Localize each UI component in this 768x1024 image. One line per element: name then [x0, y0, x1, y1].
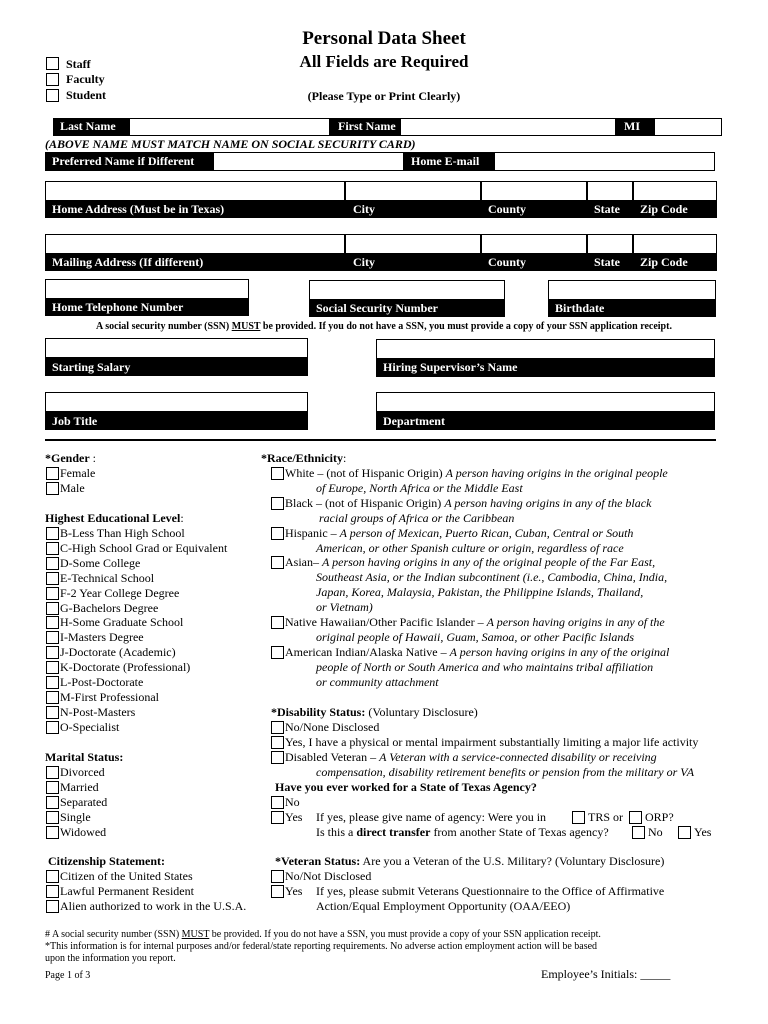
- home-city-input[interactable]: [345, 181, 481, 201]
- education-option-label: D-Some College: [60, 555, 141, 570]
- home-city-label: City: [353, 202, 375, 216]
- disabled-veteran-desc: compensation, disability retirement benefits or pension from the military or VA: [316, 765, 695, 779]
- education-option-label: H-Some Graduate School: [60, 615, 184, 630]
- veteran-no-label: No/Not Disclosed: [285, 869, 372, 883]
- race-hispanic-desc: American, or other Spanish culture or origin, regardless of race: [316, 541, 624, 555]
- race-black-desc: racial groups of Africa or the Caribbean: [319, 511, 515, 525]
- birthdate-input[interactable]: [548, 280, 716, 300]
- education-option-label: O-Specialist: [60, 719, 120, 734]
- race-hawaiian-desc: original people of Hawaii, Guam, Samoa, or other Pacific Islands: [316, 630, 634, 644]
- education-option-checkbox[interactable]: [46, 691, 59, 704]
- gender-male-label: Male: [60, 481, 85, 495]
- disability-yes-label: Yes, I have a physical or mental impairment substantially limiting a major life activity: [285, 735, 699, 749]
- footer-ssn-note: # A social security number (SSN) MUST be provided. If you do not have a SSN, you must provide a copy of your SSN application receipt.: [45, 929, 601, 940]
- preferred-name-input[interactable]: [213, 152, 404, 171]
- home-county-input[interactable]: [481, 181, 587, 201]
- home-email-input[interactable]: [494, 152, 715, 171]
- student-checkbox[interactable]: [46, 89, 59, 102]
- race-black-label: Black – (not of Hispanic Origin) A person having origins in any of the black: [285, 496, 652, 510]
- trs-label: TRS or: [588, 810, 624, 824]
- marital-option-checkbox[interactable]: [46, 766, 59, 779]
- state-agency-question: Have you ever worked for a State of Texas Agency?: [275, 780, 537, 794]
- marital-option-label: Divorced: [60, 765, 105, 779]
- race-asian-label: Asian– A person having origins in any of the original people of the Far East,: [285, 555, 656, 569]
- footer-reporting-note-2: upon the information you report.: [45, 953, 176, 964]
- transfer-yes-label: Yes: [694, 825, 712, 839]
- starting-salary-input[interactable]: [45, 338, 308, 358]
- home-state-input[interactable]: [587, 181, 633, 201]
- race-hawaiian-checkbox[interactable]: [271, 616, 284, 629]
- mailing-address-input[interactable]: [45, 234, 345, 254]
- education-heading: Highest Educational Level:: [45, 511, 184, 525]
- home-zip-input[interactable]: [633, 181, 717, 201]
- mi-input[interactable]: [654, 118, 722, 136]
- birthdate-label: Birthdate: [555, 301, 605, 315]
- citizen-label: Citizen of the United States: [60, 869, 193, 883]
- marital-option-checkbox[interactable]: [46, 796, 59, 809]
- veteran-yes-label: Yes: [285, 884, 303, 898]
- starting-salary-label: Starting Salary: [52, 360, 131, 374]
- education-option-label: F-2 Year College Degree: [60, 585, 180, 600]
- state-agency-detail: If yes, please give name of agency: Were you in: [316, 810, 547, 824]
- state-agency-yes-checkbox[interactable]: [271, 811, 284, 824]
- race-white-label: White – (not of Hispanic Origin) A person having origins in the original people: [285, 466, 668, 480]
- race-american-indian-checkbox[interactable]: [271, 646, 284, 659]
- staff-label: Staff: [66, 57, 91, 71]
- transfer-no-label: No: [648, 825, 663, 839]
- education-option-checkbox[interactable]: [46, 587, 59, 600]
- page-title: Personal Data Sheet: [302, 28, 466, 49]
- state-agency-no-checkbox[interactable]: [271, 796, 284, 809]
- gender-female-label: Female: [60, 466, 96, 480]
- permanent-resident-label: Lawful Permanent Resident: [60, 884, 194, 898]
- job-title-label: Job Title: [52, 414, 98, 428]
- supervisor-label: Hiring Supervisor’s Name: [383, 360, 518, 374]
- first-name-label: First Name: [338, 119, 396, 133]
- race-heading: *Race/Ethnicity:: [261, 451, 347, 465]
- phone-input[interactable]: [45, 279, 249, 299]
- gender-female-checkbox[interactable]: [46, 467, 59, 480]
- race-white-desc: of Europe, North Africa or the Middle East: [316, 481, 523, 495]
- mailing-zip-input[interactable]: [633, 234, 717, 254]
- mailing-county-input[interactable]: [481, 234, 587, 254]
- student-label: Student: [66, 88, 107, 102]
- ssn-requirement-note: A social security number (SSN) MUST be provided. If you do not have a SSN, you must provide a copy of your SSN application receipt.: [96, 321, 672, 332]
- mailing-state-label: State: [594, 255, 620, 269]
- race-hispanic-label: Hispanic – A person of Mexican, Puerto Rican, Cuban, Central or South: [285, 526, 634, 540]
- marital-option-checkbox[interactable]: [46, 781, 59, 794]
- education-option-checkbox[interactable]: [46, 602, 59, 615]
- marital-option-checkbox[interactable]: [46, 811, 59, 824]
- orp-checkbox[interactable]: [629, 811, 642, 824]
- marital-option-label: Single: [60, 810, 91, 824]
- home-address-input[interactable]: [45, 181, 345, 201]
- education-option-checkbox[interactable]: [46, 616, 59, 629]
- mailing-county-label: County: [488, 255, 527, 269]
- citizenship-heading: Citizenship Statement:: [48, 854, 165, 868]
- page-number: Page 1 of 3: [45, 970, 91, 981]
- department-label: Department: [383, 414, 445, 428]
- permanent-resident-checkbox[interactable]: [46, 885, 59, 898]
- mailing-state-input[interactable]: [587, 234, 633, 254]
- page-subtitle: All Fields are Required: [299, 52, 469, 71]
- marital-option-checkbox[interactable]: [46, 826, 59, 839]
- race-asian-checkbox[interactable]: [271, 556, 284, 569]
- orp-label: ORP?: [645, 810, 674, 824]
- name-match-notice: (ABOVE NAME MUST MATCH NAME ON SOCIAL SECURITY CARD): [45, 137, 416, 151]
- education-option-label: N-Post-Masters: [60, 704, 136, 719]
- alien-authorized-label: Alien authorized to work in the U.S.A.: [60, 899, 247, 913]
- race-asian-desc-2: Japan, Korea, Malaysia, Pakistan, the Philippine Islands, Thailand,: [316, 585, 644, 599]
- footer-reporting-note: *This information is for internal purposes and/or federal/state reporting requirements. No adverse action employment action will be based: [45, 941, 598, 952]
- education-option-checkbox[interactable]: [46, 527, 59, 540]
- disability-none-label: No/None Disclosed: [285, 720, 380, 734]
- transfer-yes-checkbox[interactable]: [678, 826, 691, 839]
- mailing-city-label: City: [353, 255, 375, 269]
- education-option-label: E-Technical School: [60, 570, 155, 585]
- education-option-label: B-Less Than High School: [60, 526, 185, 540]
- race-asian-desc-1: Southeast Asia, or the Indian subcontinent (i.e., Cambodia, China, India,: [316, 570, 668, 584]
- race-asian-desc-3: or Vietnam): [316, 600, 373, 614]
- veteran-yes-detail-2: Action/Equal Employment Opportunity (OAA/EEO): [316, 899, 571, 913]
- veteran-heading: *Veteran Status: Are you a Veteran of the U.S. Military? (Voluntary Disclosure): [275, 854, 665, 868]
- education-option-label: I-Masters Degree: [60, 630, 144, 645]
- home-zip-label: Zip Code: [640, 202, 688, 216]
- race-american-indian-desc-1: people of North or South America and who maintains tribal affiliation: [316, 660, 654, 674]
- department-input[interactable]: [376, 392, 715, 412]
- disabled-veteran-label: Disabled Veteran – A Veteran with a service-connected disability or receiving: [285, 750, 657, 764]
- preferred-name-label: Preferred Name if Different: [52, 154, 195, 168]
- trs-checkbox[interactable]: [572, 811, 585, 824]
- state-agency-no-label: No: [285, 795, 300, 809]
- last-name-input[interactable]: [129, 118, 330, 136]
- education-option-label: L-Post-Doctorate: [60, 675, 144, 689]
- last-name-label: Last Name: [60, 119, 116, 133]
- education-option-checkbox[interactable]: [46, 706, 59, 719]
- home-address-label: Home Address (Must be in Texas): [52, 202, 225, 216]
- disability-yes-checkbox[interactable]: [271, 736, 284, 749]
- home-state-label: State: [594, 202, 620, 216]
- supervisor-input[interactable]: [376, 339, 715, 359]
- ssn-input[interactable]: [309, 280, 505, 300]
- race-american-indian-desc-2: or community attachment: [316, 675, 439, 689]
- education-option-checkbox[interactable]: [46, 676, 59, 689]
- race-hispanic-checkbox[interactable]: [271, 527, 284, 540]
- state-agency-yes-label: Yes: [285, 810, 303, 824]
- education-option-label: K-Doctorate (Professional): [60, 660, 191, 675]
- disability-heading: *Disability Status: (Voluntary Disclosure): [271, 705, 478, 719]
- print-instruction: (Please Type or Print Clearly): [307, 89, 461, 103]
- education-option-label: M-First Professional: [60, 689, 159, 704]
- education-option-label: G-Bachelors Degree: [60, 600, 159, 615]
- faculty-label: Faculty: [66, 72, 105, 86]
- home-email-label: Home E-mail: [411, 154, 480, 168]
- gender-male-checkbox[interactable]: [46, 482, 59, 495]
- staff-checkbox[interactable]: [46, 57, 59, 70]
- section-divider: [45, 439, 716, 441]
- mailing-address-label: Mailing Address (If different): [52, 255, 204, 269]
- education-option-checkbox[interactable]: [46, 721, 59, 734]
- race-white-checkbox[interactable]: [271, 467, 284, 480]
- education-option-label: C-High School Grad or Equivalent: [60, 540, 228, 555]
- job-title-input[interactable]: [45, 392, 308, 412]
- race-hawaiian-label: Native Hawaiian/Other Pacific Islander – A person having origins in any of the: [285, 615, 665, 629]
- transfer-no-checkbox[interactable]: [632, 826, 645, 839]
- faculty-checkbox[interactable]: [46, 73, 59, 86]
- education-option-label: J-Doctorate (Academic): [60, 645, 176, 660]
- mailing-city-input[interactable]: [345, 234, 481, 254]
- alien-authorized-checkbox[interactable]: [46, 900, 59, 913]
- employee-initials: Employee’s Initials: _____: [541, 967, 671, 981]
- phone-label: Home Telephone Number: [52, 300, 184, 314]
- mi-label: MI: [624, 119, 640, 133]
- direct-transfer-question: Is this a direct transfer from another State of Texas agency?: [316, 825, 609, 839]
- first-name-input[interactable]: [400, 118, 616, 136]
- gender-heading: *Gender :: [45, 451, 97, 465]
- education-option-checkbox[interactable]: [46, 542, 59, 555]
- race-black-checkbox[interactable]: [271, 497, 284, 510]
- marital-option-label: Separated: [60, 795, 108, 809]
- education-option-checkbox[interactable]: [46, 631, 59, 644]
- education-option-checkbox[interactable]: [46, 557, 59, 570]
- race-american-indian-label: American Indian/Alaska Native – A person having origins in any of the original: [285, 645, 670, 659]
- education-option-checkbox[interactable]: [46, 661, 59, 674]
- marital-option-label: Widowed: [60, 825, 107, 839]
- disability-none-checkbox[interactable]: [271, 721, 284, 734]
- education-option-checkbox[interactable]: [46, 646, 59, 659]
- home-county-label: County: [488, 202, 527, 216]
- education-option-checkbox[interactable]: [46, 572, 59, 585]
- veteran-yes-checkbox[interactable]: [271, 885, 284, 898]
- marital-heading: Marital Status:: [45, 750, 124, 764]
- citizen-checkbox[interactable]: [46, 870, 59, 883]
- mailing-zip-label: Zip Code: [640, 255, 688, 269]
- veteran-no-checkbox[interactable]: [271, 870, 284, 883]
- marital-option-label: Married: [60, 780, 99, 794]
- veteran-yes-detail-1: If yes, please submit Veterans Questionnaire to the Office of Affirmative: [316, 884, 665, 898]
- ssn-label: Social Security Number: [316, 301, 438, 315]
- disabled-veteran-checkbox[interactable]: [271, 751, 284, 764]
